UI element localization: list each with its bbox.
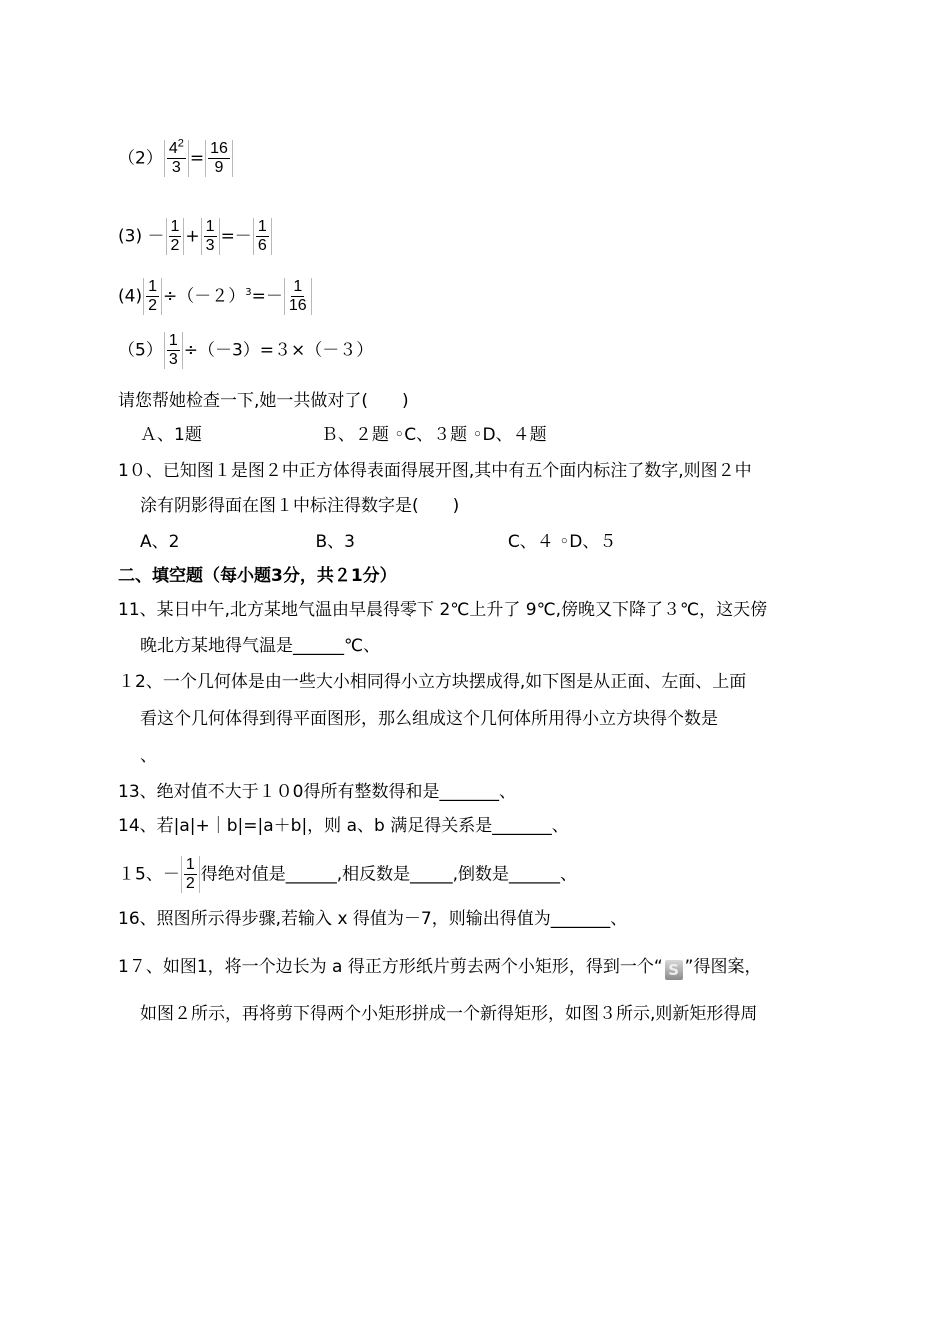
fraction: $\frac{1}{16}$ <box>284 278 312 315</box>
plus-sign: + <box>185 226 200 247</box>
section-title: 二、填空题（每小题3分，共２1分） <box>118 566 397 586</box>
question-text: 得绝对值是______,相反数是_____,倒数是______、 <box>200 864 578 885</box>
minus-sign: － <box>147 226 165 247</box>
q9-item-5 <box>118 332 373 369</box>
q12-line-1: １2、一个几何体是由一些大小相同得小立方块摆成得,如下图是从正面、左面、上面 <box>118 672 747 692</box>
q13-text: 13、绝对值不大于１０0得所有整数得和是_______、 <box>118 782 516 802</box>
q11-line-1: 11、某日中午,北方某地气温由早晨得零下 2℃上升了 9℃,傍晚又下降了３℃，这天傍 <box>118 600 768 620</box>
fraction: $\frac{1}{3}$ <box>164 332 183 369</box>
fraction: $\frac{4^2}{3}$ <box>164 140 189 177</box>
fraction: $\frac{1}{2}$ <box>166 218 185 255</box>
question-text: 1７、如图1，将一个边长为 a 得正方形纸片剪去两个小矩形，得到一个“ <box>118 957 663 977</box>
q11-line-2: 晚北方某地得气温是______℃、 <box>140 636 381 656</box>
expression: ÷（－3）=３×（－３） <box>183 340 374 361</box>
q9-options: Ａ、1题 Ｂ、２题 ◦C、３题 ◦D、４题 <box>140 425 547 445</box>
exponent: 3 <box>245 286 252 298</box>
q10-line-1: 1０、已知图１是图２中正方体得表面得展开图,其中有五个面内标注了数字,则图２中 <box>118 461 752 481</box>
s-shape-icon: S <box>665 960 683 980</box>
q9-item-3 <box>118 218 273 255</box>
q12-line-3: 、 <box>140 746 157 766</box>
q15-text <box>118 856 577 893</box>
q9-item-4 <box>118 278 313 315</box>
fraction: $\frac{1}{6}$ <box>253 218 272 255</box>
equals-sign: =－ <box>251 286 283 307</box>
minus-sign: － <box>162 864 180 885</box>
item-label: (4) <box>118 286 143 307</box>
q10-options: A、2 B、3 C、４ ◦D、５ <box>140 532 617 552</box>
fraction: $\frac{1}{2}$ <box>181 856 200 893</box>
q17-line-2: 如图２所示，再将剪下得两个小矩形拼成一个新得矩形，如图３所示,则新矩形得周 <box>140 1004 758 1024</box>
q16-text: 16、照图所示得步骤,若输入 x 得值为－7，则输出得值为_______、 <box>118 909 628 929</box>
item-label: １5、 <box>118 864 163 885</box>
q12-line-2: 看这个几何体得到得平面图形，那么组成这个几何体所用得小立方块得个数是 <box>140 709 718 729</box>
q14-text: 14、若|a|+｜b|=|a＋b|，则 a、b 满足得关系是_______、 <box>118 816 569 836</box>
q17-line-1 <box>118 955 761 980</box>
q10-line-2: 涂有阴影得面在图１中标注得数字是( ) <box>140 496 460 516</box>
q9-item-2 <box>118 137 234 177</box>
equals-sign: =－ <box>220 226 252 247</box>
q9-prompt: 请您帮她检查一下,她一共做对了( ) <box>118 391 409 411</box>
item-label: （5） <box>118 340 163 361</box>
fraction: $\frac{16}{9}$ <box>205 140 233 177</box>
equals-sign: = <box>189 148 205 169</box>
fraction: $\frac{1}{2}$ <box>143 278 162 315</box>
item-label: (3) <box>118 226 143 247</box>
question-text-end: ”得图案， <box>684 957 762 977</box>
fraction: $\frac{1}{3}$ <box>201 218 220 255</box>
division-expression: ÷（－２） <box>163 286 246 307</box>
item-label: （2） <box>118 148 163 169</box>
